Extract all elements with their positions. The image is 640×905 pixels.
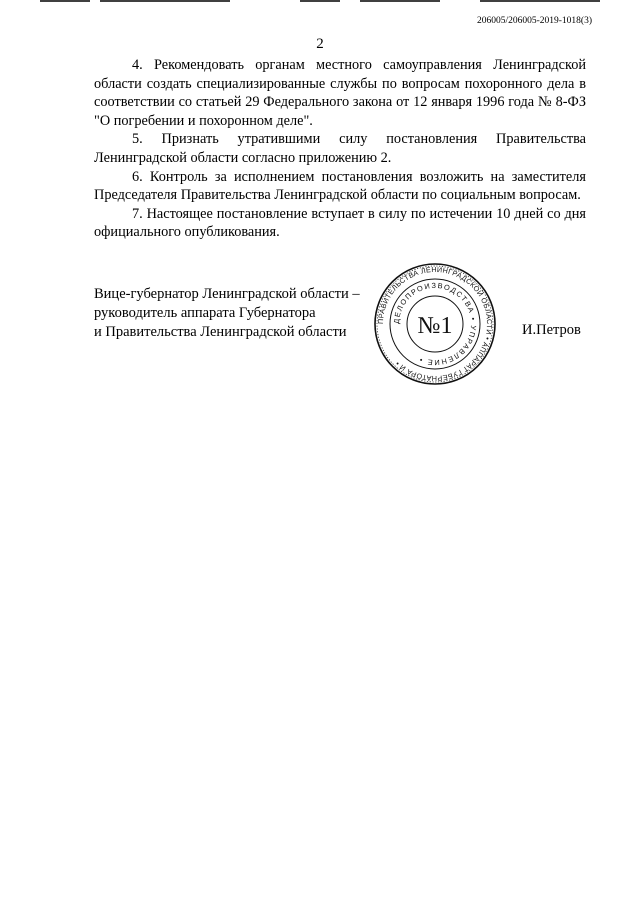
- paragraph-4: 4. Рекомендовать органам местного самоуправления Ленинградской области создать специализированные службы по вопросам похоронного дела в соответствии со статьей 29 Федерального закона от 12 января 1996 года № 8-ФЗ "О погребении и похоронном деле".: [94, 57, 586, 129]
- official-seal-stamp: [373, 262, 497, 386]
- signatory-title-line: руководитель аппарата Губернатора: [94, 305, 316, 321]
- signatory-title-line: Вице-губернатор Ленинградской области –: [94, 286, 360, 302]
- signatory-title-line: и Правительства Ленинградской области: [94, 324, 347, 340]
- signatory-name: И.Петров: [522, 322, 581, 338]
- seal-inner-text: ДЕЛОПРОИЗВОДСТВА • УПРАВЛЕНИЕ •: [391, 280, 479, 368]
- seal-outer-text: ПРАВИТЕЛЬСТВА ЛЕНИНГРАДСКОЙ ОБЛАСТИ • АППАРАТ ГУБЕРНАТОРА И •: [375, 264, 495, 384]
- document-registration-code: 206005/206005-2019-1018(3): [476, 16, 592, 26]
- seal-center-number: №1: [417, 313, 453, 339]
- paragraph-6: 6. Контроль за исполнением постановления возложить на заместителя Председателя Правительства Ленинградской области по социальным вопросам.: [94, 168, 586, 204]
- top-scan-marks: [0, 0, 640, 8]
- signatory-title: [94, 285, 360, 342]
- page-number: 2: [316, 36, 324, 52]
- document-body: [94, 56, 586, 242]
- paragraph-5: 5. Признать утратившими силу постановления Правительства Ленинградской области согласно приложению 2.: [94, 131, 586, 166]
- paragraph-7: 7. Настоящее постановление вступает в силу по истечении 10 дней со дня официального опубликования.: [94, 205, 586, 241]
